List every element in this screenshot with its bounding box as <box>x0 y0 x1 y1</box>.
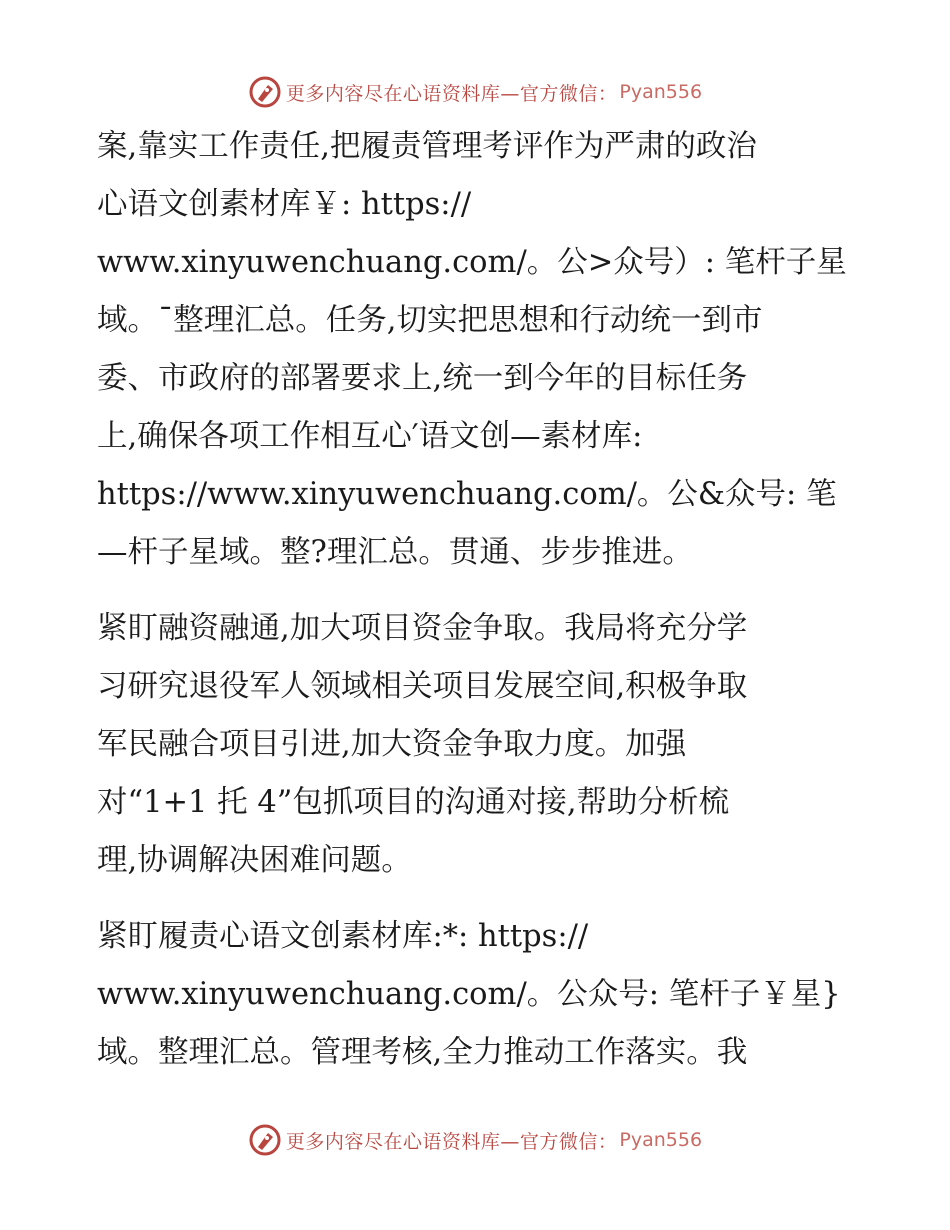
text-line: 域。整理汇总。管理考核,全力推动工作落实。我 <box>97 1035 748 1070</box>
text-line: 对“1+1 托 4”包抓项目的沟通对接,帮助分析梳 <box>97 785 730 820</box>
header-banner <box>0 72 950 112</box>
text-line: 案,靠实工作责任,把履责管理考评作为严肃的政治 <box>97 129 757 164</box>
banner-contact: Pyan556 <box>619 81 703 103</box>
text-line: www.xinyuwenchuang.com/。公众号: 笔杆子￥星} <box>97 977 841 1012</box>
text-line: www.xinyuwenchuang.com/。公>众号）: 笔杆子星 <box>97 245 847 280</box>
text-line: 军民融合项目引进,加大资金争取力度。加强 <box>97 727 687 762</box>
text-line: 理,协调解决困难问题。 <box>97 843 412 878</box>
text-line: 紧盯融资融通,加大项目资金争取。我局将充分学 <box>97 611 748 646</box>
document-body <box>97 118 857 1082</box>
text-line: 紧盯履责心语文创素材库:*: https:// <box>97 919 589 954</box>
pen-nib-circle-icon <box>248 1123 282 1157</box>
text-line: 上,确保各项工作相互心′语文创—素材库: <box>97 419 643 454</box>
text-line: 习研究退役军人领域相关项目发展空间,积极争取 <box>97 669 748 704</box>
paragraph-1 <box>97 118 857 582</box>
paragraph-2 <box>97 600 857 890</box>
banner-text: 更多内容尽在心语资料库—官方微信： <box>285 82 618 105</box>
text-line: 委、市政府的部署要求上,统一到今年的目标任务 <box>97 361 748 396</box>
text-line: 心语文创素材库￥: https:// <box>97 187 472 222</box>
text-line: —杆子星域。整?理汇总。贯通、步步推进。 <box>97 535 693 570</box>
paragraph-3 <box>97 908 857 1082</box>
pen-nib-circle-icon <box>248 75 282 109</box>
text-line: https://www.xinyuwenchuang.com/。公&众号: 笔 <box>97 477 837 512</box>
banner-text: 更多内容尽在心语资料库—官方微信： <box>285 1130 618 1153</box>
banner-contact: Pyan556 <box>619 1129 703 1151</box>
footer-banner <box>0 1120 950 1160</box>
text-line: 域。¯整理汇总。任务,切实把思想和行动统一到市 <box>97 303 763 338</box>
